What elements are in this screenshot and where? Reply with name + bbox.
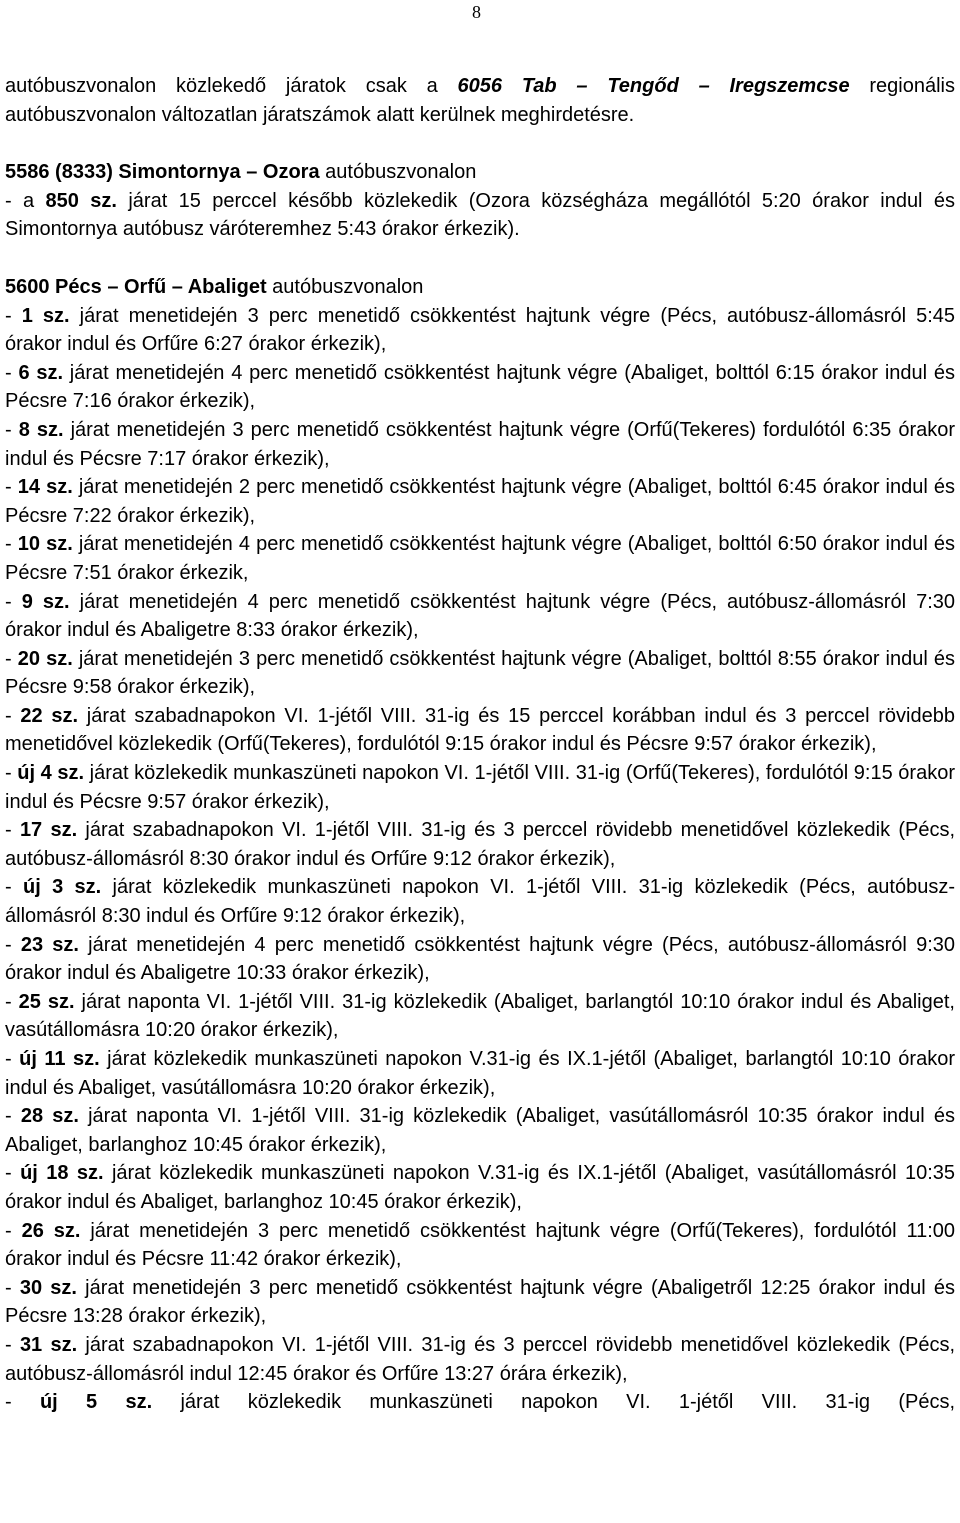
trip-item [5,988,955,1045]
item-dash: - a [5,189,46,212]
trip-description: járat közlekedik munkaszüneti napokon VI. 1-jétől VIII. 31-ig közlekedik (Pécs, autóbusz-állomásról 8:30 indul és Orfűre 9:12 órakor érkezik), [5,876,955,928]
trip-item [5,1159,955,1216]
intro-text: autóbuszvonalon közlekedő járatok csak a [5,75,458,97]
trip-number: új 3 sz. [22,876,102,899]
trip-item [5,1388,955,1417]
trip-item [5,530,955,587]
route-suffix: autóbuszvonalon [266,275,424,298]
trip-item [5,187,955,244]
trip-number: 20 sz. [17,647,73,670]
item-dash: - [5,1219,22,1242]
item-dash: - [5,1333,20,1356]
trip-description: járat menetidején 3 perc menetidő csökkentést hajtunk végre (Pécs, autóbusz-állomásról 5:45 órakor indul és Orfűre 6:27 órakor érkezik), [5,304,956,356]
trip-description: járat menetidején 3 perc menetidő csökkentést hajtunk végre (Abaliget, bolttól 8:55 órakor indul és Pécsre 9:58 órakor érkezik), [5,647,956,699]
trip-item [5,1217,955,1274]
trip-description: járat menetidején 4 perc menetidő csökkentést hajtunk végre (Pécs, autóbusz-állomásról 9:30 órakor indul és Abaligetre 10:33 órakor érkezik), [5,933,955,985]
item-dash: - [5,1162,21,1185]
item-dash: - [5,533,18,556]
trip-number: új 4 sz. [17,762,85,785]
item-dash: - [5,1276,20,1299]
trip-number: 17 sz. [19,819,78,842]
trip-item [5,702,955,759]
item-dash: - [5,304,22,327]
trip-item [5,1102,955,1159]
trip-number: 28 sz. [20,1105,79,1128]
trip-number: 14 sz. [17,476,73,499]
route-number: 5600 Pécs – Orfű – Abaliget [5,275,267,298]
trip-item [5,931,955,988]
trip-number: 23 sz. [20,933,79,956]
trip-description: járat menetidején 3 perc menetidő csökkentést hajtunk végre (Orfű(Tekeres) fordulótól 6:35 órakor indul és Pécsre 7:17 órakor érkezik), [5,418,956,470]
intro-paragraph [5,72,955,129]
trip-number: 31 sz. [19,1333,78,1356]
trip-description: járat közlekedik munkaszüneti napokon VI. 1-jétől VIII. 31-ig (Pécs, [152,1391,955,1414]
trip-item [5,816,955,873]
trip-item [5,645,955,702]
trip-number: 850 sz. [45,189,117,212]
item-dash: - [5,361,19,384]
trip-item [5,873,955,930]
trip-number: 30 sz. [19,1276,77,1299]
route-number: 5586 (8333) Simontornya – Ozora [5,161,320,184]
trip-number: új 5 sz. [39,1391,153,1414]
document-body [5,72,955,1417]
trip-item [5,1045,955,1102]
trip-description: járat menetidején 3 perc menetidő csökkentést hajtunk végre (Abaligetről 12:25 órakor indul és Pécsre 13:28 órakor érkezik), [5,1276,956,1328]
trip-number: 26 sz. [21,1219,81,1242]
trip-description: járat 15 perccel később közlekedik (Ozora községháza megállótól 5:20 órakor indul és Simontornya autóbusz váróteremhez 5:43 órakor érkezik). [5,189,956,241]
item-dash: - [5,933,21,956]
trip-item [5,1274,955,1331]
route-highlight: 6056 Tab – Tengőd – Iregszemcse [457,75,850,97]
trip-item [5,473,955,530]
item-dash: - [5,590,22,613]
trip-number: 6 sz. [18,361,64,384]
item-dash: - [5,990,19,1013]
item-dash: - [5,704,21,727]
trip-description: járat menetidején 2 perc menetidő csökkentést hajtunk végre (Abaliget, bolttól 6:45 órakor indul és Pécsre 7:22 órakor érkezik), [5,476,956,527]
item-dash: - [5,1391,40,1414]
trip-number: 10 sz. [17,533,73,556]
route-heading-5586 [5,158,955,187]
page-number: 8 [472,2,481,22]
trip-item [5,1331,955,1388]
trip-number: 25 sz. [18,990,75,1013]
trip-description: járat menetidején 3 perc menetidő csökkentést hajtunk végre (Orfű(Tekeres), fordulótól 11:00 órakor indul és Pécsre 11:42 órakor érkezik), [5,1219,956,1271]
item-dash: - [5,819,20,842]
trip-number: új 11 sz. [19,1048,100,1070]
trip-description: járat közlekedik munkaszüneti napokon VI. 1-jétől VIII. 31-ig (Orfű(Tekeres), fordulótól 9:15 órakor indul és Pécsre 9:57 órakor érkezik), [5,762,955,813]
trip-description: járat szabadnapokon VI. 1-jétől VIII. 31-ig és 15 perccel korábban indul és 3 perccel rövidebb menetidővel közlekedik (Orfű(Tekeres), fordulótól 9:15 órakor indul és Pécsre 9:57 órakor érkezik), [5,704,955,756]
trip-number: új 18 sz. [20,1162,104,1185]
trip-item [5,588,955,645]
route-heading-5600 [5,273,955,302]
trip-description: járat naponta VI. 1-jétől VIII. 31-ig közlekedik (Abaliget, barlangtól 10:10 órakor indul és Abaliget, vasútállomásra 10:20 órakor érkezik), [5,990,955,1042]
trip-description: járat szabadnapokon VI. 1-jétől VIII. 31-ig és 3 perccel rövidebb menetidővel közlekedik (Pécs, autóbusz-állomásról indul 12:45 órakor és Orfűre 13:27 órára érkezik), [5,1333,956,1385]
trip-description: járat menetidején 4 perc menetidő csökkentést hajtunk végre (Pécs, autóbusz-állomásról 7:30 órakor indul és Abaligetre 8:33 órakor érkezik), [5,590,956,642]
trip-description: járat közlekedik munkaszüneti napokon V.31-ig és IX.1-jétől (Abaliget, vasútállomásról 10:35 órakor indul és Abaliget, barlanghoz 10:45 órakor érkezik), [5,1162,956,1213]
trip-description: járat szabadnapokon VI. 1-jétől VIII. 31-ig és 3 perccel rövidebb menetidővel közlekedik (Pécs, autóbusz-állomásról 8:30 órakor indul és Orfűre 9:12 órakor érkezik), [5,819,956,870]
item-dash: - [5,762,18,785]
trip-number: 8 sz. [18,418,64,441]
intro-text-end: regionális autóbuszvonalon változatlan járatszámok alatt kerülnek meghirdetésre. [5,75,955,126]
trip-description: járat közlekedik munkaszüneti napokon V.31-ig és IX.1-jétől (Abaliget, barlangtól 10:10 órakor indul és Abaliget, vasútállomásra 10:20 órakor érkezik), [5,1048,955,1099]
item-dash: - [5,418,19,441]
trip-item [5,359,955,416]
trip-description: járat naponta VI. 1-jétől VIII. 31-ig közlekedik (Abaliget, vasútállomásról 10:35 órakor indul és Abaliget, barlanghoz 10:45 órakor érkezik), [5,1105,956,1156]
trip-item [5,302,955,359]
item-dash: - [5,647,18,670]
trip-number: 1 sz. [21,304,70,327]
item-dash: - [5,1048,20,1070]
item-dash: - [5,876,23,899]
trip-number: 9 sz. [21,590,70,613]
item-dash: - [5,1105,21,1128]
item-dash: - [5,476,18,499]
route-5600-items [5,302,955,1417]
trip-description: járat menetidején 4 perc menetidő csökkentést hajtunk végre (Abaliget, bolttól 6:50 órakor indul és Pécsre 7:51 órakor érkezik, [5,533,956,584]
trip-description: járat menetidején 4 perc menetidő csökkentést hajtunk végre (Abaliget, bolttól 6:15 órakor indul és Pécsre 7:16 órakor érkezik), [5,361,956,413]
trip-item [5,416,955,473]
route-suffix: autóbuszvonalon [319,161,477,184]
trip-item [5,759,955,816]
trip-number: 22 sz. [20,704,79,727]
route-5586-items [5,187,955,244]
